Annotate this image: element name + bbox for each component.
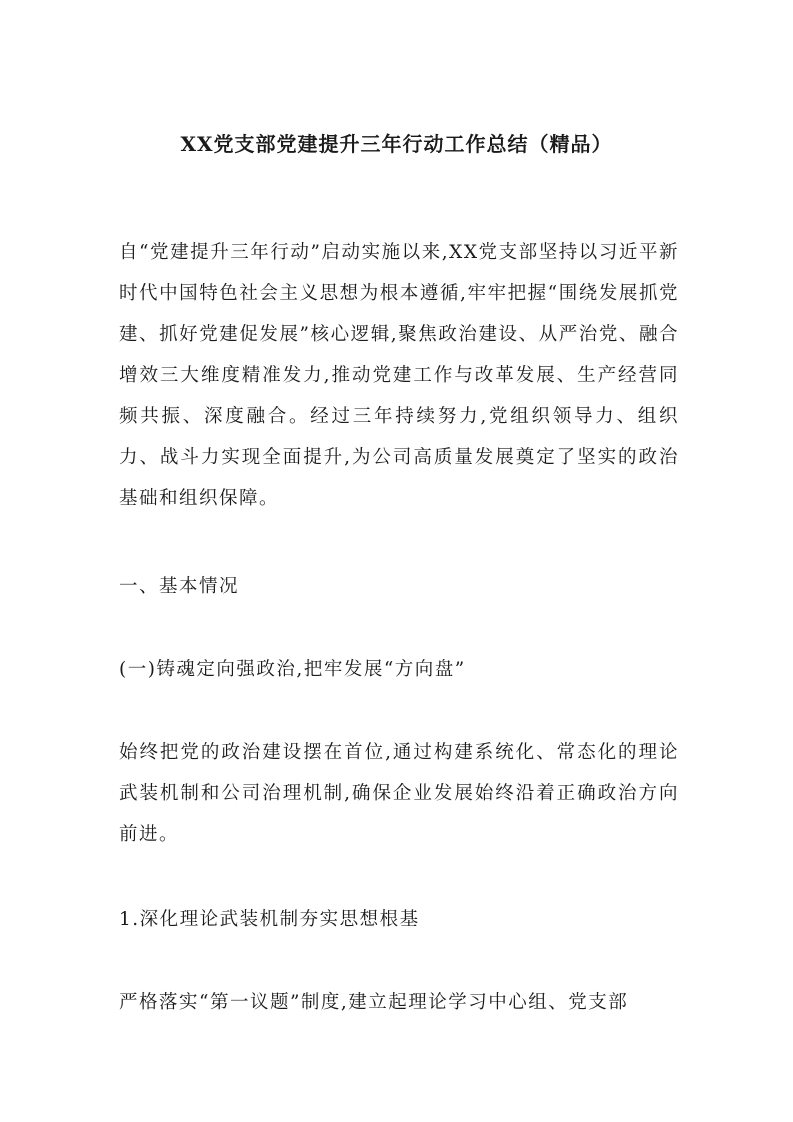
intro-paragraph: 自“党建提升三年行动”启动实施以来,XX党支部坚持以习近平新时代中国特色社会主义思想为根本遵循,牢牢把握“围绕发展抓党建、抓好党建促发展”核心逻辑,聚焦政治建设、从严治党、融合增效三大维度精准发力,推动党建工作与改革发展、生产经营同频共振、深度融合。经过三年持续努力,党组织领导力、组织力、战斗力实现全面提升,为公司高质量发展奠定了坚实的政治基础和组织保障。 — [119, 242, 679, 509]
item-heading-theory: 1.深化理论武装机制夯实思想根基 — [119, 909, 420, 930]
subsection-paragraph-political: 始终把党的政治建设摆在首位,通过构建系统化、常态化的理论武装机制和公司治理机制,确保企业发展始终沿着正确政治方向前进。 — [119, 742, 679, 845]
item-paragraph-theory: 严格落实“第一议题”制度,建立起理论学习中心组、党支部 — [119, 992, 629, 1013]
subsection-heading-political: (一)铸魂定向强政治,把牢发展“方向盘” — [119, 659, 466, 680]
document-title: XX党支部党建提升三年行动工作总结（精品） — [180, 132, 613, 156]
section-heading-basic-situation: 一、基本情况 — [119, 576, 240, 597]
